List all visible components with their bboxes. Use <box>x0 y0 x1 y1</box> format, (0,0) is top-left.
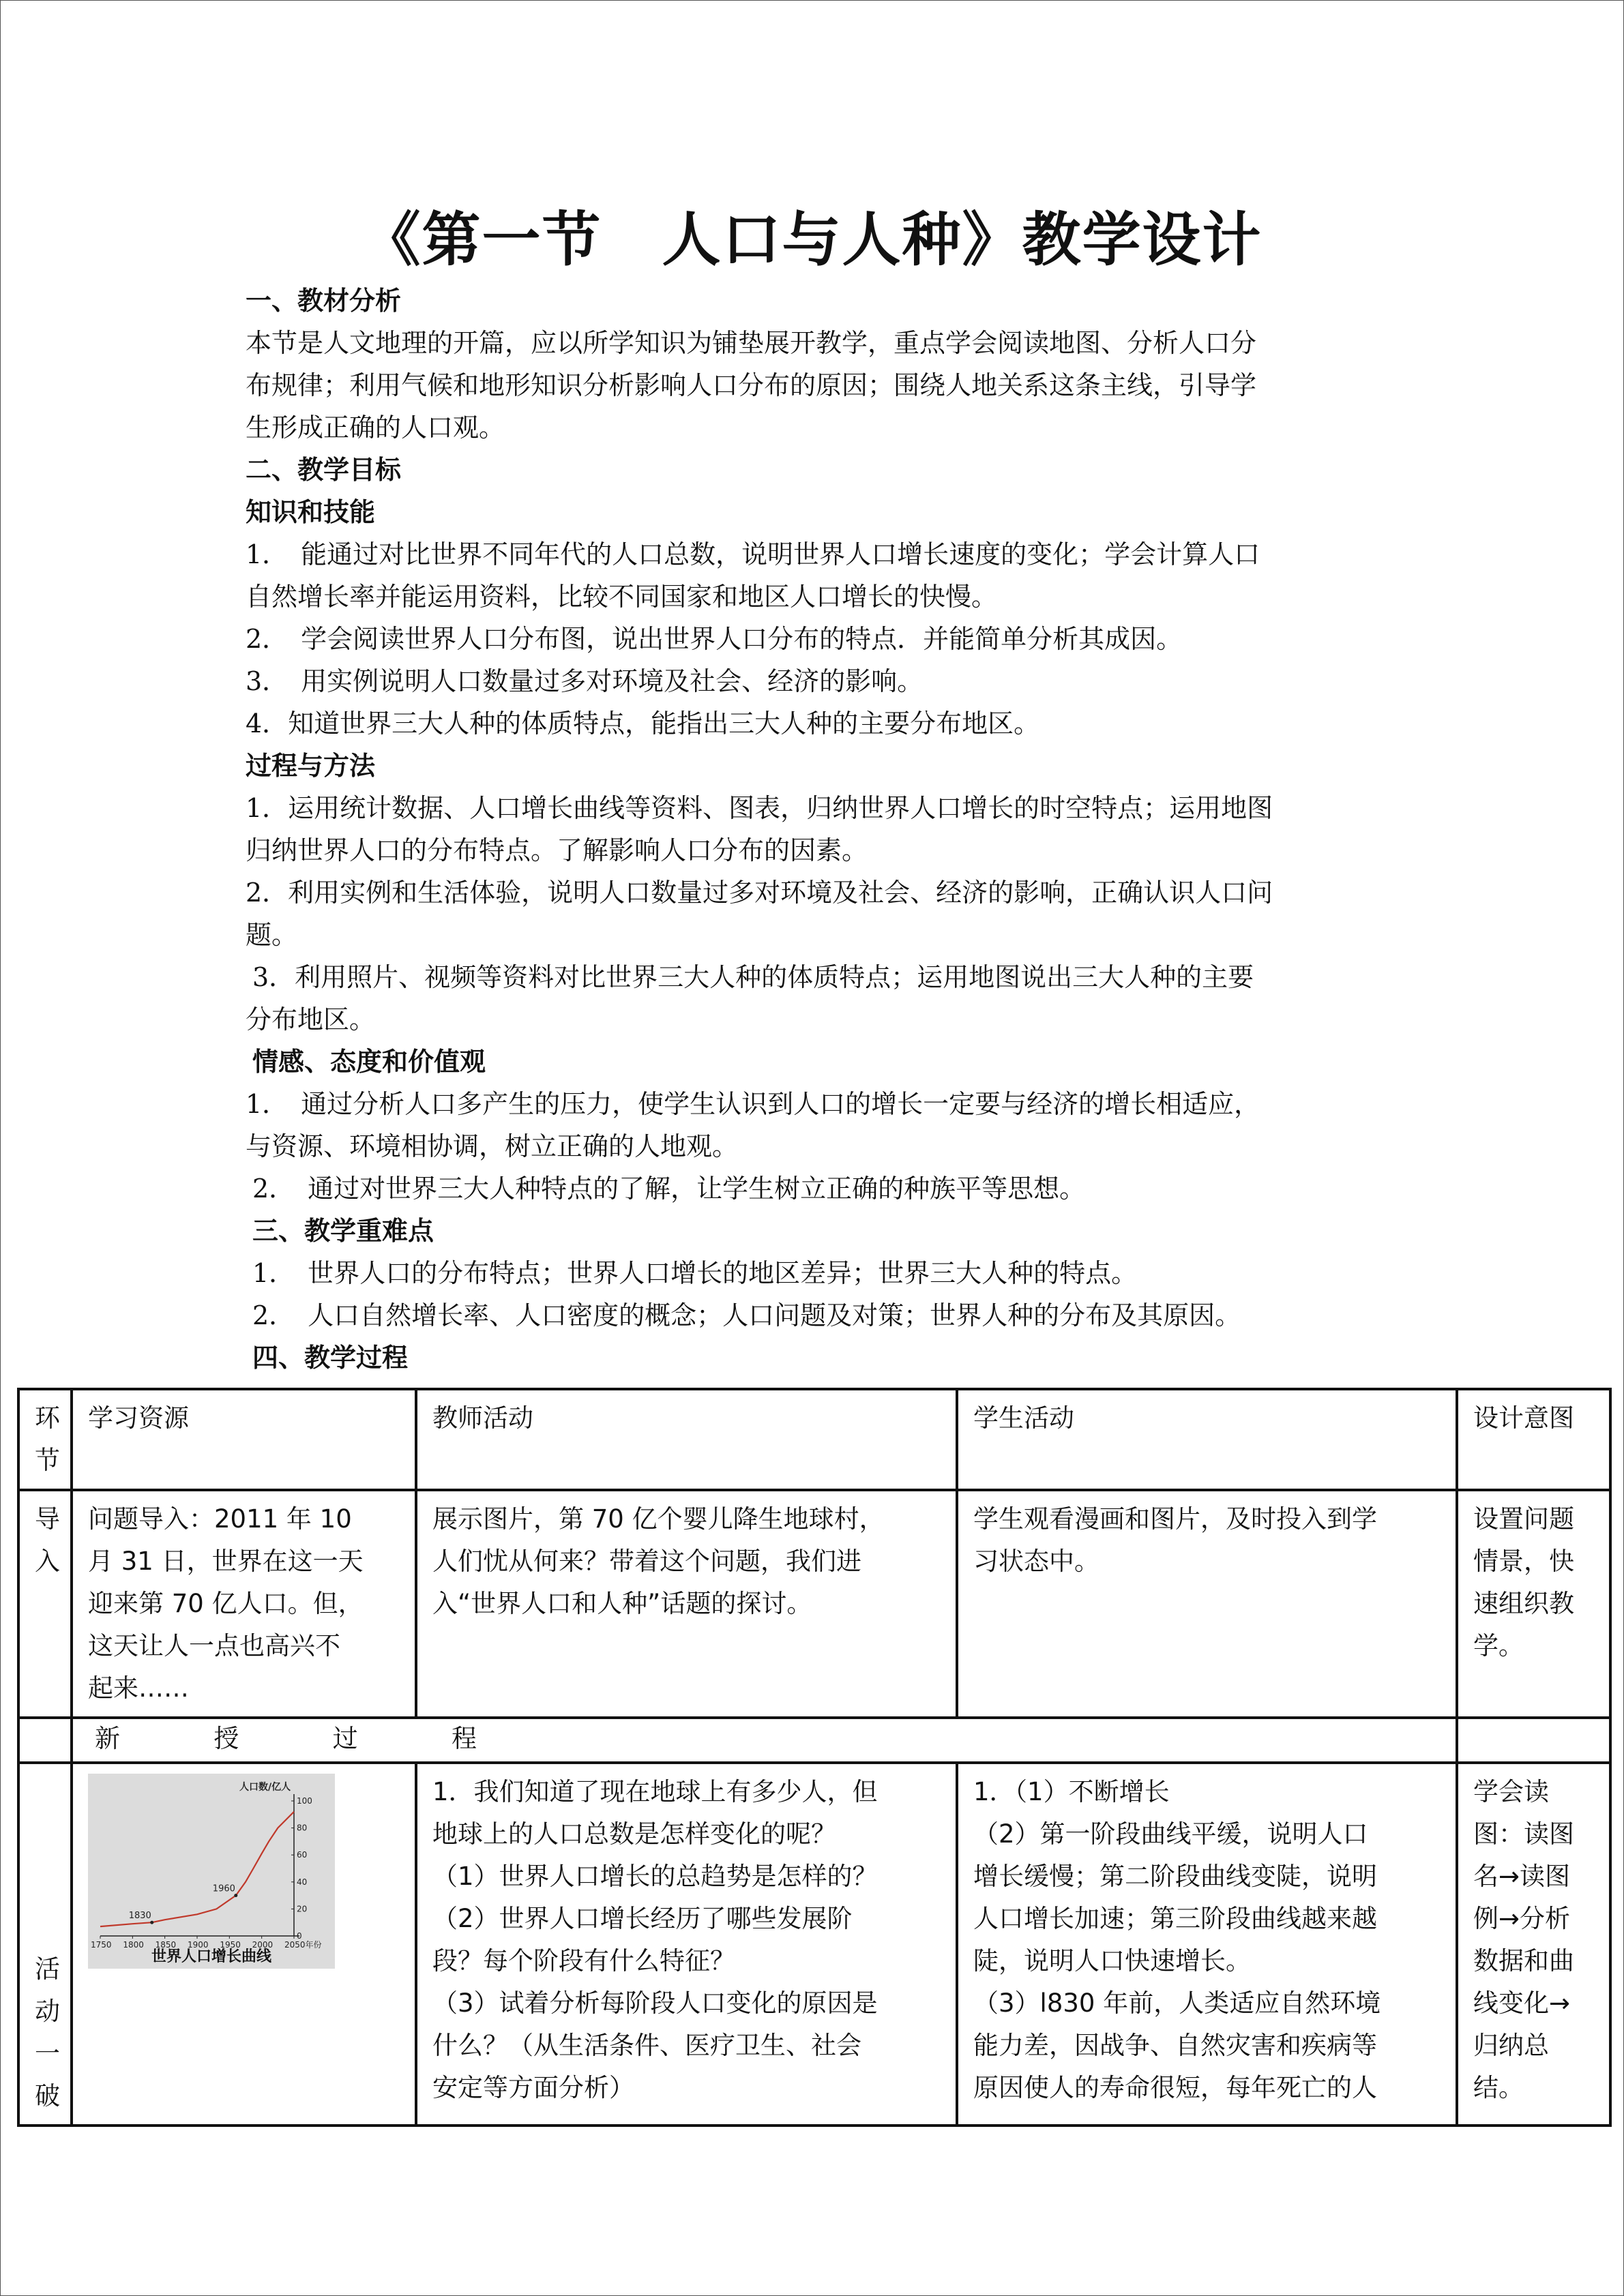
intent-cell: 学会读 图：读图 名→读图 例→分析 数据和曲 线变化→ 归纳总 结。 <box>1457 1763 1610 2126</box>
header-teacher: 教师活动 <box>416 1389 957 1490</box>
subheading-process: 过程与方法 <box>246 751 376 781</box>
x-tick-label: 1950 <box>220 1940 241 1950</box>
header-student: 学生活动 <box>957 1389 1457 1490</box>
teacher-cell: 1．我们知道了现在地球上有多少人，但 地球上的人口总数是怎样变化的呢？ （1）世界人口增长的总趋势是怎样的？ （2）世界人口增长经历了哪些发展阶 段？每个阶段有什么特征？ （3）试着分析每阶段人口变化的原因是 什么？（从生活条件、医疗卫生、社会 安定等方面分析） <box>416 1763 957 2126</box>
paragraph-line: 布规律；利用气候和地形知识分析影响人口分布的原因；围绕人地关系这条主线，引导学 <box>246 370 1257 400</box>
document-body <box>246 280 1391 1379</box>
intent-cell: 设置问题 情景，快 速组织教 学。 <box>1457 1490 1610 1718</box>
list-line: 1． 能通过对比世界不同年代的人口总数，说明世界人口增长速度的变化；学会计算人口 <box>246 539 1260 569</box>
header-stage-char: 环 <box>35 1403 60 1433</box>
section-heading-process-steps: 四、教学过程 <box>252 1343 409 1373</box>
resource-cell <box>72 1763 416 2126</box>
stage-char: 破 <box>35 2081 60 2111</box>
list-line: 2．利用实例和生活体验，说明人口数量过多对环境及社会、经济的影响，正确认识人口问 <box>246 878 1273 908</box>
list-line: 分布地区。 <box>246 1004 376 1034</box>
list-line: 归纳世界人口的分布特点。了解影响人口分布的因素。 <box>246 835 868 865</box>
stage-char: 一 <box>35 2039 60 2068</box>
header-stage-char: 节 <box>35 1446 60 1475</box>
x-tick-label: 1800 <box>123 1940 144 1950</box>
y-axis-label: 人口数/亿人 <box>239 1782 291 1793</box>
list-line: 1． 通过分析人口多产生的压力，使学生认识到人口的增长一定要与经济的增长相适应， <box>246 1089 1260 1119</box>
stage-cell <box>18 1490 72 1718</box>
y-tick-label: 40 <box>297 1877 308 1887</box>
section-heading-goals: 二、教学目标 <box>246 455 402 485</box>
new-lesson-char: 授 <box>213 1724 239 1753</box>
list-line: 2． 学会阅读世界人口分布图，说出世界人口分布的特点．并能简单分析其成因。 <box>246 624 1183 654</box>
y-tick-label: 20 <box>297 1904 308 1914</box>
new-lesson-char: 过 <box>332 1724 358 1753</box>
x-tick-label: 2000 <box>252 1940 274 1950</box>
table-row-new-lesson <box>18 1718 1610 1763</box>
section-heading-keypoints: 三、教学重难点 <box>252 1216 434 1246</box>
table-row <box>18 1490 1610 1718</box>
y-tick-label: 0 <box>297 1931 302 1941</box>
population-curve <box>100 1812 294 1926</box>
new-lesson-char: 程 <box>451 1724 477 1753</box>
population-chart-svg <box>88 1774 335 1969</box>
list-line: 4．知道世界三大人种的体质特点，能指出三大人种的主要分布地区。 <box>246 709 1040 739</box>
list-line: 1． 世界人口的分布特点；世界人口增长的地区差异；世界三大人种的特点。 <box>252 1258 1138 1288</box>
stage-cell <box>18 1763 72 2126</box>
header-stage <box>18 1389 72 1490</box>
resource-cell: 问题导入：2011 年 10 月 31 日，世界在这一天 迎来第 70 亿人口。但， 这天让人一点也高兴不 起来…… <box>72 1490 416 1718</box>
y-tick-label: 80 <box>297 1823 308 1833</box>
annotation-label: 1830 <box>128 1911 151 1922</box>
empty-cell <box>1457 1718 1610 1763</box>
list-line: 与资源、环境相协调，树立正确的人地观。 <box>246 1131 739 1161</box>
list-line: 3． 用实例说明人口数量过多对环境及社会、经济的影响。 <box>246 666 924 696</box>
x-tick-label: 2050年份 <box>284 1940 322 1950</box>
teacher-cell: 展示图片，第 70 亿个婴儿降生地球村， 人们忧从何来？带着这个问题，我们进 入“世界人口和人种”话题的探讨。 <box>416 1490 957 1718</box>
student-cell: 学生观看漫画和图片，及时投入到学 习状态中。 <box>957 1490 1457 1718</box>
chart-title: 世界人口增长曲线 <box>151 1948 271 1965</box>
y-tick-label: 60 <box>297 1850 308 1860</box>
stage-char: 活 <box>35 1954 60 1984</box>
table-row <box>18 1763 1610 2126</box>
list-line: 2． 通过对世界三大人种特点的了解，让学生树立正确的种族平等思想。 <box>252 1174 1086 1204</box>
subheading-emotion: 情感、态度和价值观 <box>252 1047 486 1077</box>
list-line: 自然增长率并能运用资料，比较不同国家和地区人口增长的快慢。 <box>246 582 998 612</box>
list-line: 3．利用照片、视频等资料对比世界三大人种的体质特点；运用地图说出三大人种的主要 <box>252 962 1254 992</box>
teaching-process-table <box>17 1388 1612 2127</box>
list-line: 2． 人口自然增长率、人口密度的概念；人口问题及对策；世界人种的分布及其原因。 <box>252 1300 1241 1330</box>
stage-char: 入 <box>35 1547 60 1576</box>
table-header-row <box>18 1389 1610 1490</box>
y-tick-label: 100 <box>297 1796 312 1806</box>
section-heading-analysis: 一、教材分析 <box>246 286 402 316</box>
empty-cell <box>18 1718 72 1763</box>
annotation-point <box>234 1894 237 1897</box>
student-cell: 1．（1）不断增长 （2）第一阶段曲线平缓，说明人口 增长缓慢；第二阶段曲线变陡，说明 人口增长加速；第三阶段曲线越来越 陡，说明人口快速增长。 （3）l830 年前，人类适应自然环境 能力差，因战争、自然灾害和疾病等 原因使人的寿命很短，每年死亡的人 <box>957 1763 1457 2126</box>
paragraph-line: 生形成正确的人口观。 <box>246 413 505 443</box>
x-tick-label: 1750 <box>91 1940 112 1950</box>
list-line: 1．运用统计数据、人口增长曲线等资料、图表，归纳世界人口增长的时空特点；运用地图 <box>246 793 1273 823</box>
stage-char: 动 <box>35 1997 60 2026</box>
stage-char: 导 <box>35 1504 60 1534</box>
paragraph-line: 本节是人文地理的开篇，应以所学知识为铺垫展开教学，重点学会阅读地图、分析人口分 <box>246 328 1257 358</box>
subheading-knowledge: 知识和技能 <box>246 497 376 527</box>
x-tick-label: 1850 <box>155 1940 177 1950</box>
document-title: 《第一节 人口与人种》教学设计 <box>361 206 1263 274</box>
header-intent: 设计意图 <box>1457 1389 1610 1490</box>
annotation-label: 1960 <box>212 1883 235 1894</box>
new-lesson-cell <box>72 1718 1457 1763</box>
x-tick-label: 1900 <box>188 1940 209 1950</box>
population-chart <box>88 1774 335 1969</box>
annotation-point <box>150 1921 153 1924</box>
header-resource: 学习资源 <box>72 1389 416 1490</box>
list-line: 题。 <box>246 920 298 950</box>
new-lesson-char: 新 <box>95 1724 120 1753</box>
